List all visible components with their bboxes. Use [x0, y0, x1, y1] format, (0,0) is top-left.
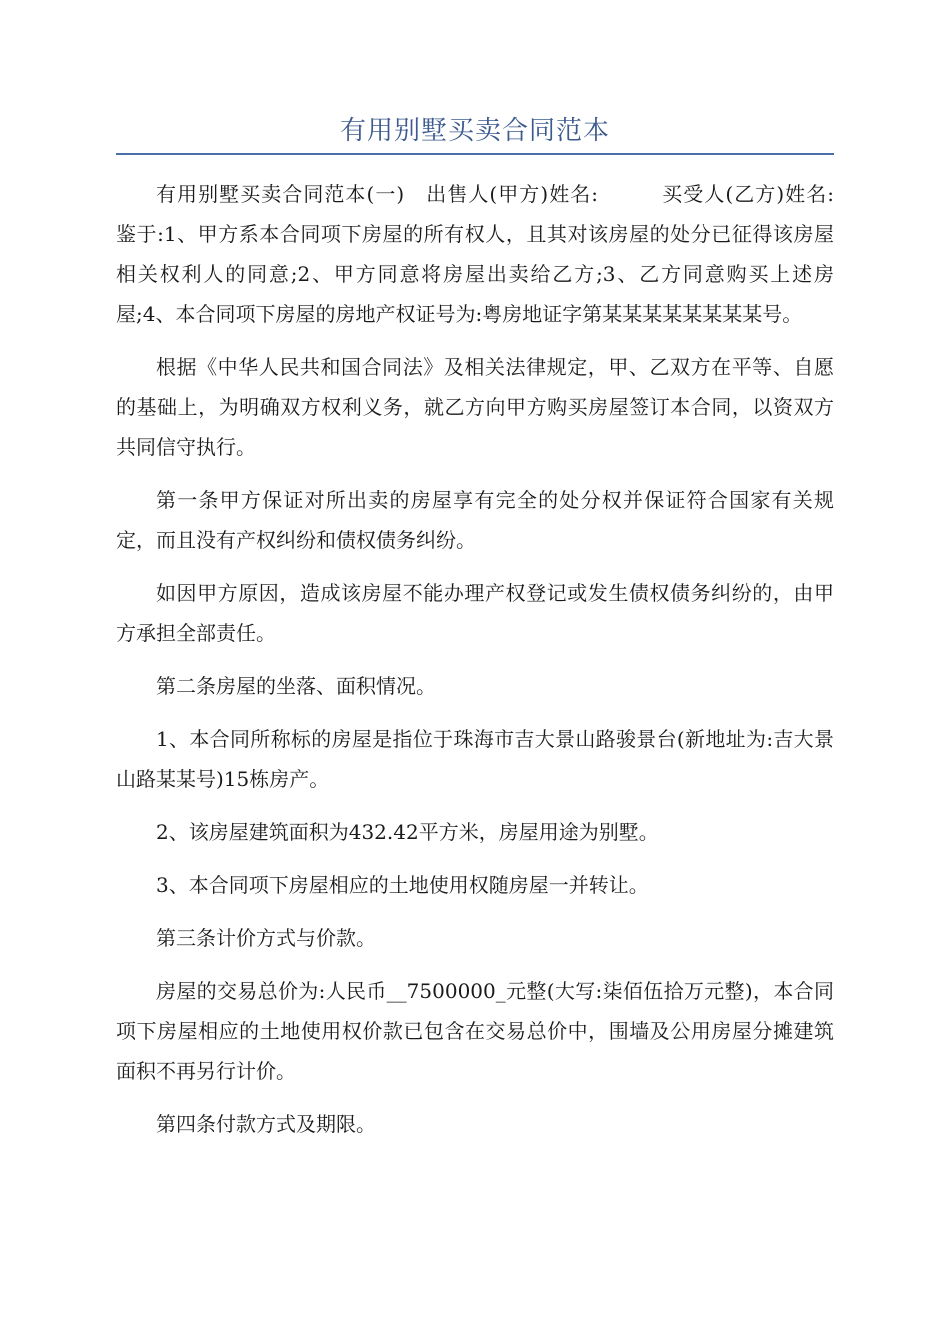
title-underline	[116, 153, 834, 155]
paragraph-article-1: 第一条甲方保证对所出卖的房屋享有完全的处分权并保证符合国家有关规定，而且没有产权纠纷和债权债务纠纷。	[116, 488, 834, 552]
paragraph-article-4: 第四条付款方式及期限。	[156, 1112, 376, 1136]
paragraph-article-3: 第三条计价方式与价款。	[156, 926, 376, 950]
paragraph-article-2: 第二条房屋的坐落、面积情况。	[156, 674, 436, 698]
paragraph-seller-liability: 如因甲方原因，造成该房屋不能办理产权登记或发生债权债务纠纷的，由甲方承担全部责任。	[116, 581, 834, 645]
document-body	[116, 174, 894, 1157]
paragraph-item-2: 2、该房屋建筑面积为432.42平方米，房屋用途为别墅。	[156, 820, 659, 844]
document-title: 有用别墅买卖合同范本	[339, 116, 610, 146]
paragraph-item-3: 3、本合同项下房屋相应的土地使用权随房屋一并转让。	[156, 873, 649, 897]
paragraph-intro: 有用别墅买卖合同范本(一) 出售人(甲方)姓名: 买受人(乙方)姓名: 鉴于:1、甲方系本合同项下房屋的所有权人，且其对该房屋的处分已征得该房屋相关权利人的同意;2、甲方同意将房屋出卖给乙方;3、乙方同意购买上述房屋;4、本合同项下房屋的房地产权证号为:粤房地证字第某某某某某某某某号。	[116, 182, 894, 326]
paragraph-item-1: 1、本合同所称标的房屋是指位于珠海市吉大景山路骏景台(新地址为:吉大景山路某某号)15栋房产。	[116, 727, 834, 791]
paragraph-legal-basis: 根据《中华人民共和国合同法》及相关法律规定，甲、乙双方在平等、自愿的基础上，为明确双方权利义务，就乙方向甲方购买房屋签订本合同，以资双方共同信守执行。	[116, 355, 834, 459]
paragraph-price: 房屋的交易总价为:人民币__7500000_元整(大写:柒佰伍拾万元整)，本合同项下房屋相应的土地使用权价款已包含在交易总价中，围墙及公用房屋分摊建筑面积不再另行计价。	[116, 979, 834, 1083]
